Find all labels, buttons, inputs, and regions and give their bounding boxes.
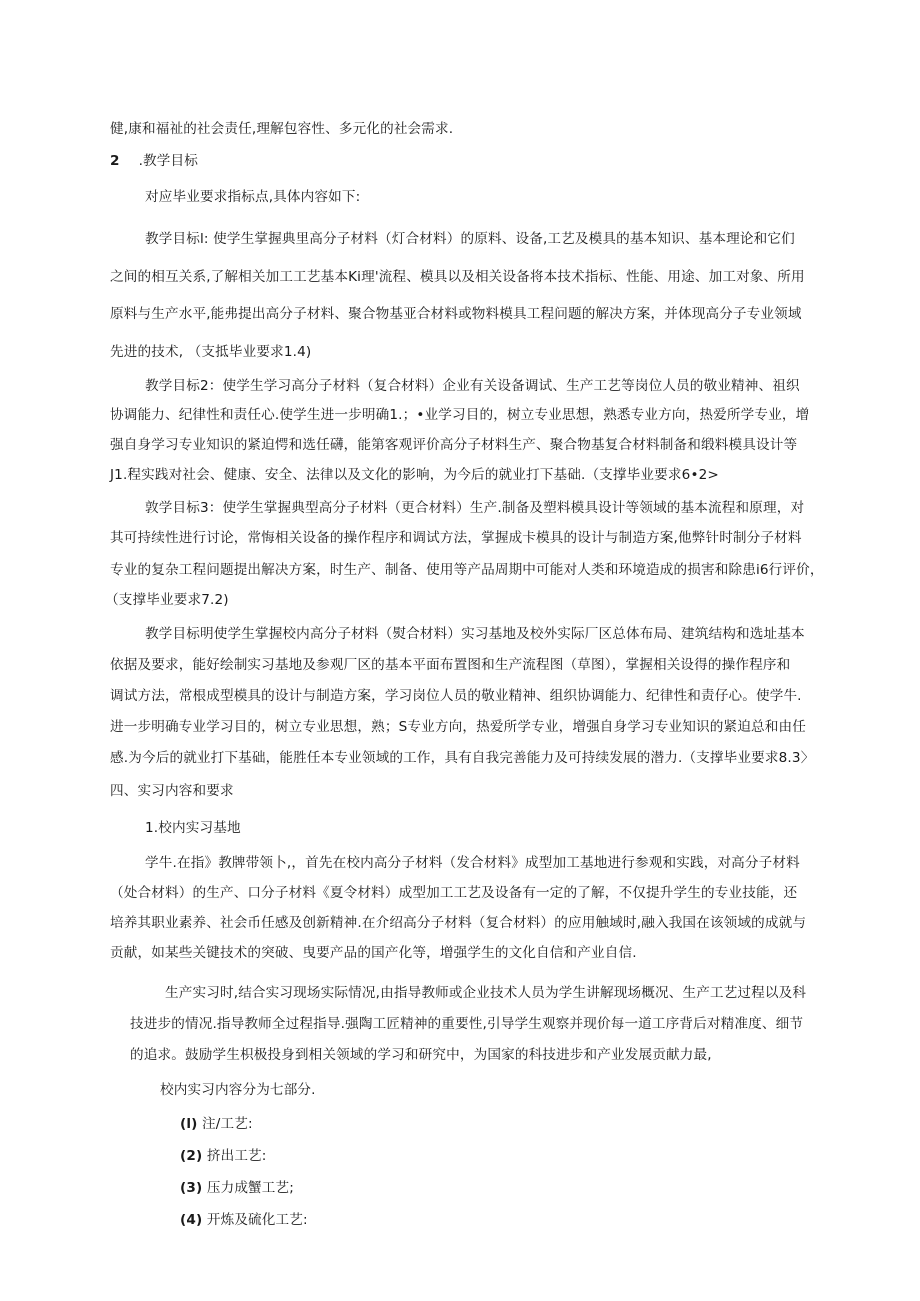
goal4-line-4: 进一步明确专业学习目的，树立专业思想，熟；S专业方向，热爱所学专业，增强自身学习专业知识的紧迫总和由任 <box>110 719 806 735</box>
lead-paragraph: 对应毕业要求指标点,具体内容如下: <box>145 189 361 205</box>
para1-line-3: 培养其职业素养、社会币任感及创新精神.在介绍高分子材料（复合材料）的应用触域时,融入我国在该领域的成就与 <box>110 915 807 931</box>
goal2-line-4: J1.程实践对社会、健康、安全、法律以及文化的影响，为今后的就业打下基础.（支撑毕业要求6•2> <box>110 467 719 483</box>
list-item-number: (2) <box>180 1148 203 1164</box>
goal4-line-1: 教学目标明使学生掌握校内高分子材料（熨合材料）实习基地及校外实际厂区总体布局、建筑结构和选址基本 <box>145 626 805 642</box>
list-item-text: 开炼及硫化工艺: <box>206 1212 308 1228</box>
goal3-line-3: 专业的复杂工程问题提出解决方案，时生产、制备、使用等产品周期中可能对人类和环境造成的损害和除患i6行评价， <box>110 562 824 578</box>
intro-tail-line: 健,康和福祉的社会责任,理解包容性、多元化的社会需求. <box>110 121 454 137</box>
list-item-number: (l) <box>180 1116 198 1132</box>
list-item-number: (3) <box>180 1180 203 1196</box>
section-4-heading: 四、实习内容和要求 <box>110 783 234 799</box>
section-2-title: .教学目标 <box>138 153 199 169</box>
list-item-text: 挤出工艺: <box>206 1148 267 1164</box>
section-2-heading <box>110 151 198 171</box>
section-2-number: 2 <box>110 153 120 169</box>
list-item <box>180 1178 294 1198</box>
goal1-line-1: 教学目标l: 使学生掌握典里高分子材料（灯合材料）的原料、设备,工艺及模具的基本知识、基本理论和它们 <box>145 231 795 247</box>
goal3-line-2: 其可持续性进行讨论，常悔相关设备的操作程序和调试方法，掌握成卡模具的设计与制造方案,他弊针时制分子材料 <box>110 530 802 546</box>
goal2-line-1: 教学目标2：使学生学习高分子材料（复合材料）企业有关设备调试、生产工艺等岗位人员的敬业精神、祖织 <box>145 378 800 394</box>
goal2-line-2: 协调能力、纪律性和责任心.使学生进一步明确1.；•业学习目的，树立专业思想，熟悉专业方向，热爱所学专业，增 <box>110 407 810 423</box>
goal1-line-4: 先进的技术, （支抵毕业要求1.4) <box>110 344 312 360</box>
goal2-line-3: 强自身学习专业知识的紧迫愕和选任礴，能第客观评价高分子材料生产、聚合物基复合材料制备和缎料模具设计等 <box>110 437 798 453</box>
goal3-line-4: （支撑毕业要求7.2) <box>105 592 229 608</box>
list-item <box>180 1210 308 1230</box>
para1-line-1: 学牛.在指》教牌带领卜,，首先在校内高分子材料（发合材料》成型加工基地进行参观和实践，对高分子材料 <box>145 855 800 871</box>
para2-line-2: 技进步的情况.指导教师全过程指导.强陶工匠精神的重要性,引导学生观察并现价每一道工序背后对精准度、细节 <box>130 1016 804 1032</box>
list-item <box>180 1146 267 1166</box>
goal4-line-5: 感.为今后的就业打下基础，能胜任本专业领域的工作，具有自我完善能力及可持续发展的潜力.（支撑毕业要求8.3〉 <box>110 750 815 766</box>
list-intro: 校内实习内容分为七部分. <box>160 1082 316 1098</box>
para1-line-2: （处合材料）的生产、口分子材料《夏令材料）成型加工工艺及设备有一定的了解，不仅提升学生的专业技能，还 <box>110 885 798 901</box>
list-item-text: 注/工艺: <box>202 1116 253 1132</box>
goal1-line-3: 原料与生产水平,能弗提出高分子材料、聚合物基亚合材料或物料模具工程问题的解决方案，并体现高分子专业领域 <box>110 306 802 322</box>
para2-line-3: 的追求。鼓励学生枳极投身到相关领域的学习和研究中，为国家的科技进步和产业发展贡献力最, <box>130 1047 712 1063</box>
goal1-line-2: 之间的相互关系,了解相关加工工艺基本Ki理'流程、模具以及相关设备将本技术指标、性能、用途、加工对象、所用 <box>110 269 805 285</box>
goal3-line-1: 敦学目标3：使学生掌握典型高分子材料（更合材料）生产.制备及塑料模具设计等领域的基本流程和原理，对 <box>145 500 805 516</box>
para2-line-1: 生产实习时,结合实习现场实际情况,由指导教师或企业技术人员为学生讲解现场概况、生产工艺过程以及科 <box>165 985 807 1001</box>
goal4-line-3: 调试方法，常根成型模具的设计与制造方案，学习岗位人员的敬业精神、组织协调能力、纪律性和责仔心。使学牛. <box>110 688 802 704</box>
list-item <box>180 1114 253 1134</box>
list-item-text: 压力成蟹工艺; <box>206 1180 295 1196</box>
subsection-1-heading: 1.校内实习基地 <box>145 820 241 836</box>
goal4-line-2: 依据及要求，能好绘制实习基地及参观厂区的基本平面布置图和生产流程图（草图），掌握相关设得的操作程序和 <box>110 657 791 673</box>
list-item-number: (4) <box>180 1212 203 1228</box>
para1-line-4: 贡献，如某些关键技术的突破、曳要产品的国产化等，增强学生的文化自信和产业自信. <box>110 945 637 961</box>
